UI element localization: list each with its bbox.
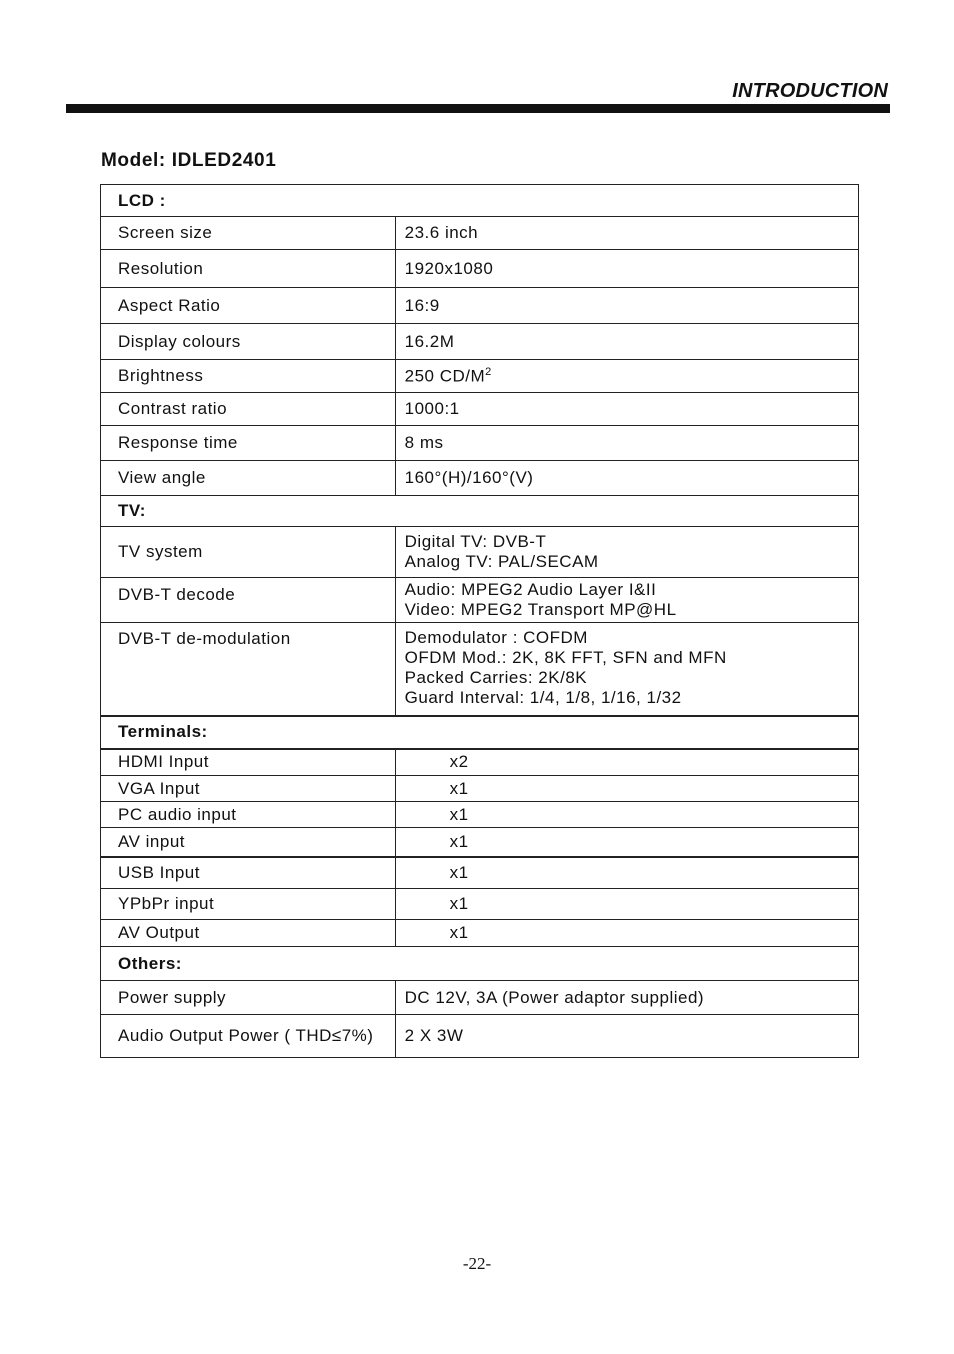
spec-value-line: Digital TV: DVB-T: [404, 532, 547, 551]
table-row: [101, 828, 859, 857]
table-row: [101, 776, 859, 802]
spec-label: Contrast ratio: [101, 393, 396, 426]
spec-value-line: Packed Carries: 2K/8K: [404, 668, 588, 687]
section-row-others: [101, 947, 859, 981]
section-label-tv: TV:: [101, 496, 859, 527]
table-row: [101, 578, 859, 623]
spec-label: USB Input: [101, 857, 396, 889]
spec-value: [395, 623, 858, 716]
table-row: [101, 749, 859, 776]
spec-label: YPbPr input: [101, 889, 396, 920]
spec-value: x2: [395, 749, 858, 776]
spec-value-line: Guard Interval: 1/4, 1/8, 1/16, 1/32: [404, 688, 682, 707]
spec-label: HDMI Input: [101, 749, 396, 776]
spec-value: 16:9: [395, 288, 858, 324]
spec-label: TV system: [101, 527, 396, 578]
page-number: -22-: [462, 1254, 492, 1273]
header-rule: [66, 104, 890, 113]
table-row: [101, 802, 859, 828]
spec-value: x1: [395, 920, 858, 947]
spec-value: x1: [395, 889, 858, 920]
section-label-terminals: Terminals:: [101, 716, 859, 749]
spec-value-line: Video: MPEG2 Transport MP@HL: [404, 600, 677, 619]
spec-label: Aspect Ratio: [101, 288, 396, 324]
table-row: [101, 623, 859, 716]
table-row: [101, 393, 859, 426]
table-row: [101, 250, 859, 288]
model-title: Model: IDLED2401: [101, 150, 277, 171]
spec-value-line: Analog TV: PAL/SECAM: [404, 552, 599, 571]
spec-label: Power supply: [101, 981, 396, 1015]
spec-value: 23.6 inch: [395, 217, 858, 250]
spec-label: Audio Output Power ( THD≤7%): [101, 1015, 396, 1058]
spec-value: [395, 578, 858, 623]
spec-label: PC audio input: [101, 802, 396, 828]
section-row-terminals: [101, 716, 859, 749]
spec-value-line: Audio: MPEG2 Audio Layer I&II: [404, 580, 657, 599]
spec-label: AV input: [101, 828, 396, 857]
table-row: [101, 461, 859, 496]
spec-label: View angle: [101, 461, 396, 496]
spec-value: 2 X 3W: [395, 1015, 858, 1058]
table-row: [101, 360, 859, 393]
spec-value-line: OFDM Mod.: 2K, 8K FFT, SFN and MFN: [404, 648, 727, 667]
section-row-lcd: [101, 185, 859, 217]
spec-label: Response time: [101, 426, 396, 461]
table-row: [101, 857, 859, 889]
table-row: [101, 920, 859, 947]
spec-label: Screen size: [101, 217, 396, 250]
spec-value: 1000:1: [395, 393, 858, 426]
spec-value: x1: [395, 802, 858, 828]
table-row: [101, 889, 859, 920]
spec-label: VGA Input: [101, 776, 396, 802]
table-row: [101, 217, 859, 250]
table-row: [101, 981, 859, 1015]
spec-value: x1: [395, 857, 858, 889]
spec-label: Display colours: [101, 324, 396, 360]
section-heading: INTRODUCTION: [732, 80, 888, 102]
table-row: [101, 324, 859, 360]
table-row: [101, 1015, 859, 1058]
spec-label: AV Output: [101, 920, 396, 947]
section-label-lcd: LCD :: [101, 185, 859, 217]
spec-table: [100, 184, 859, 1058]
spec-label: DVB-T de-modulation: [101, 623, 396, 716]
spec-value: x1: [395, 828, 858, 857]
spec-value: [395, 527, 858, 578]
spec-value: 1920x1080: [395, 250, 858, 288]
brightness-value: 250 CD/M: [404, 366, 486, 386]
spec-value: DC 12V, 3A (Power adaptor supplied): [395, 981, 858, 1015]
spec-label: Brightness: [101, 360, 396, 393]
spec-value: 8 ms: [395, 426, 858, 461]
table-row: [101, 426, 859, 461]
brightness-superscript: 2: [485, 365, 492, 378]
section-row-tv: [101, 496, 859, 527]
spec-value: 16.2M: [395, 324, 858, 360]
spec-value-line: Demodulator : COFDM: [404, 628, 588, 647]
spec-label: DVB-T decode: [101, 578, 396, 623]
spec-value: x1: [395, 776, 858, 802]
spec-value: 160°(H)/160°(V): [395, 461, 858, 496]
spec-label: Resolution: [101, 250, 396, 288]
spec-value: [395, 360, 858, 393]
table-row: [101, 527, 859, 578]
table-row: [101, 288, 859, 324]
section-label-others: Others:: [101, 947, 859, 981]
